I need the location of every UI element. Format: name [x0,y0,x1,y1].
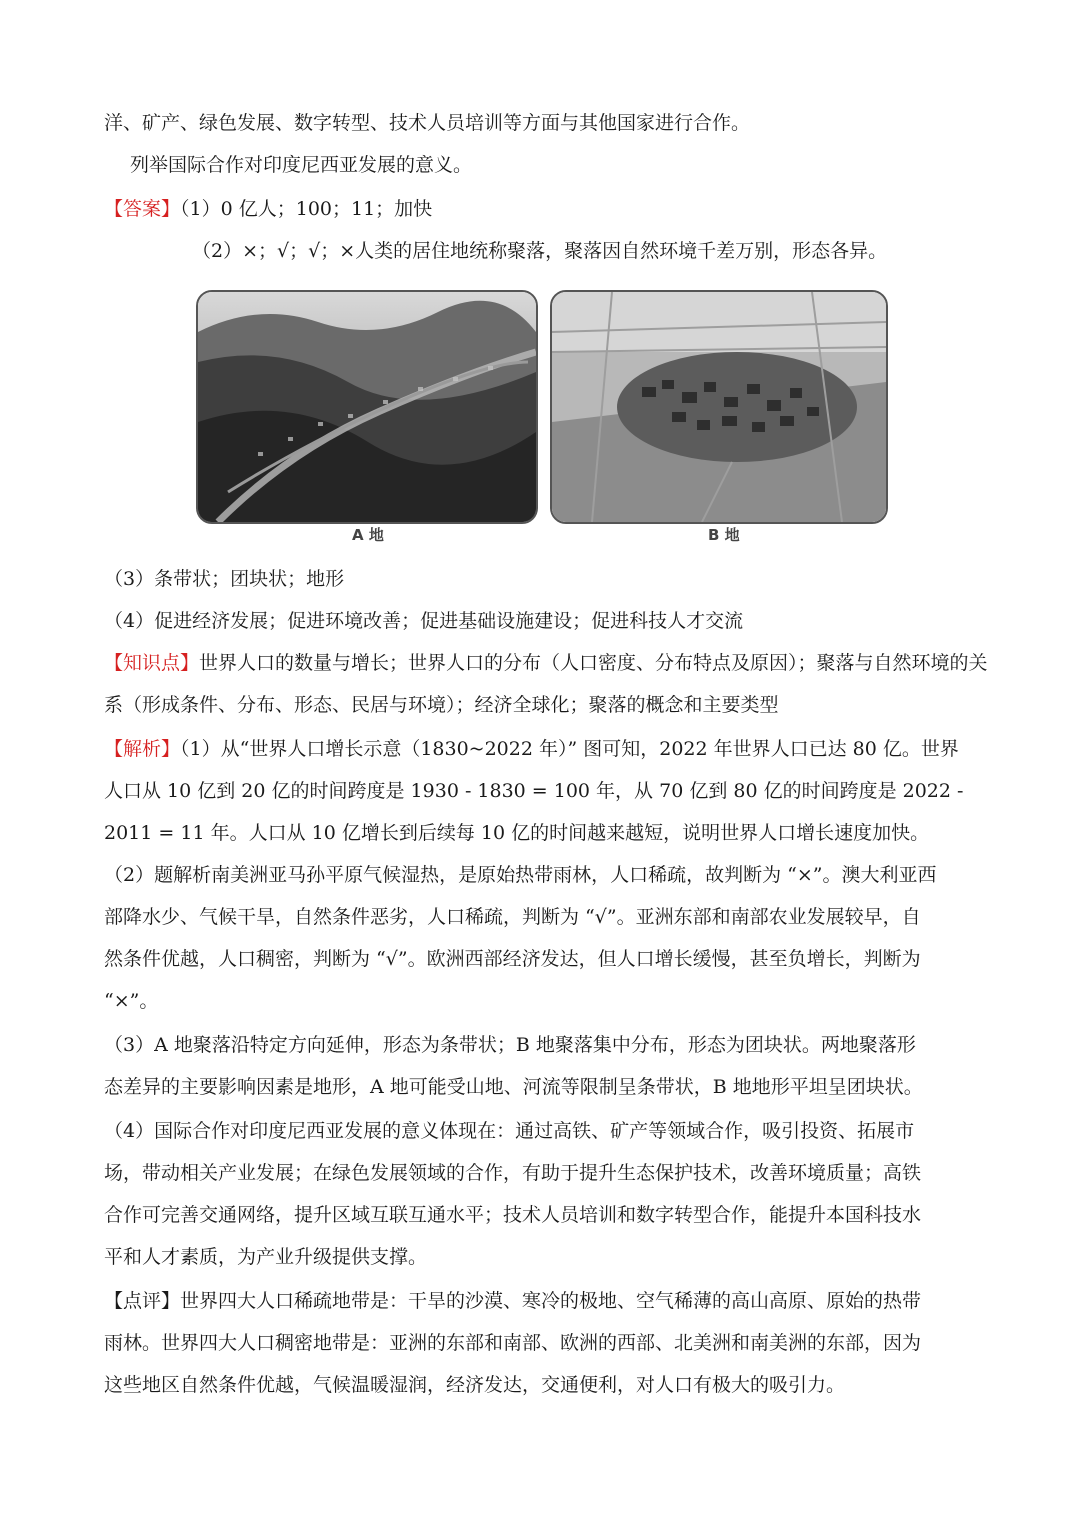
comment-tag: 【点评】 [104,1290,181,1312]
answer-tag: 【答案】 [104,198,181,220]
analysis-p4-line-1: （4）国际合作对印度尼西亚发展的意义体现在：通过高铁、矿产等领域合作，吸引投资、拓展市 [104,1120,915,1142]
answer-1-text: （1）0 亿人；100；11；加快 [180,198,433,220]
analysis-p2-line-3: 然条件优越，人口稠密，判断为 “√”。欧洲西部经济发达，但人口增长缓慢，甚至负增长，判断为 [104,948,921,970]
settlement-photo-a [196,290,538,524]
knowledge-tag: 【知识点】 [104,652,200,674]
analysis-p2-line-4: “×”。 [104,990,159,1012]
analysis-p3-line-1: （3）A 地聚落沿特定方向延伸，形态为条带状；B 地聚落集中分布，形态为团块状。两地聚落形 [104,1034,916,1056]
question-text-line: 洋、矿产、绿色发展、数字转型、技术人员培训等方面与其他国家进行合作。 [104,112,751,134]
photo-b-caption: B 地 [708,526,740,544]
analysis-p3-line-2: 态差异的主要影响因素是地形，A 地可能受山地、河流等限制呈条带状，B 地地形平坦呈团块状。 [104,1076,923,1098]
comment-line-3: 这些地区自然条件优越，气候温暖湿润，经济发达，交通便利，对人口有极大的吸引力。 [104,1374,846,1396]
knowledge-text-1: 世界人口的数量与增长；世界人口的分布（人口密度、分布特点及原因）；聚落与自然环境的关 [199,652,988,674]
comment-line-1 [104,1288,921,1314]
analysis-p1-line-1: （1）从“世界人口增长示意（1830~2022 年）” 图可知，2022 年世界人口已达 80 亿。世界 [180,738,959,760]
knowledge-line-1 [104,650,988,676]
analysis-tag: 【解析】 [104,738,181,760]
analysis-p2-line-1: （2）题解析南美洲亚马孙平原气候湿热，是原始热带雨林，人口稀疏，故判断为 “×”。澳大利亚西 [104,864,937,886]
analysis-p1-line-3: 2011 = 11 年。人口从 10 亿增长到后续每 10 亿的时间越来越短，说明世界人口增长速度加快。 [104,822,930,844]
analysis-p4-line-4: 平和人才素质，为产业升级提供支撑。 [104,1246,428,1268]
question-prompt: 列举国际合作对印度尼西亚发展的意义。 [130,154,473,176]
analysis-p2-line-2: 部降水少、气候干旱，自然条件恶劣，人口稀疏，判断为 “√”。亚洲东部和南部农业发展较早，自 [104,906,921,928]
photo-a-caption: A 地 [352,526,384,544]
comment-text-1: 世界四大人口稀疏地带是：干旱的沙漠、寒冷的极地、空气稀薄的高山高原、原始的热带 [180,1290,922,1312]
answer-line-3: （3）条带状；团块状；地形 [104,568,345,590]
settlement-photo-b [550,290,888,524]
answer-line-2: （2）×；√；√；×人类的居住地统称聚落，聚落因自然环境千差万别，形态各异。 [192,240,888,262]
analysis-line-1 [104,736,959,762]
analysis-p4-line-3: 合作可完善交通网络，提升区域互联互通水平；技术人员培训和数字转型合作，能提升本国科技水 [104,1204,922,1226]
comment-line-2: 雨林。世界四大人口稠密地带是：亚洲的东部和南部、欧洲的西部、北美洲和南美洲的东部，因为 [104,1332,922,1354]
answer-line-1 [104,196,432,222]
analysis-p4-line-2: 场，带动相关产业发展；在绿色发展领域的合作，有助于提升生态保护技术，改善环境质量；高铁 [104,1162,922,1184]
answer-line-4: （4）促进经济发展；促进环境改善；促进基础设施建设；促进科技人才交流 [104,610,744,632]
knowledge-line-2: 系（形成条件、分布、形态、民居与环境）；经济全球化；聚落的概念和主要类型 [104,694,779,716]
analysis-p1-line-2: 人口从 10 亿到 20 亿的时间跨度是 1930 - 1830 = 100 年，从 70 亿到 80 亿的时间跨度是 2022 - [104,780,964,802]
